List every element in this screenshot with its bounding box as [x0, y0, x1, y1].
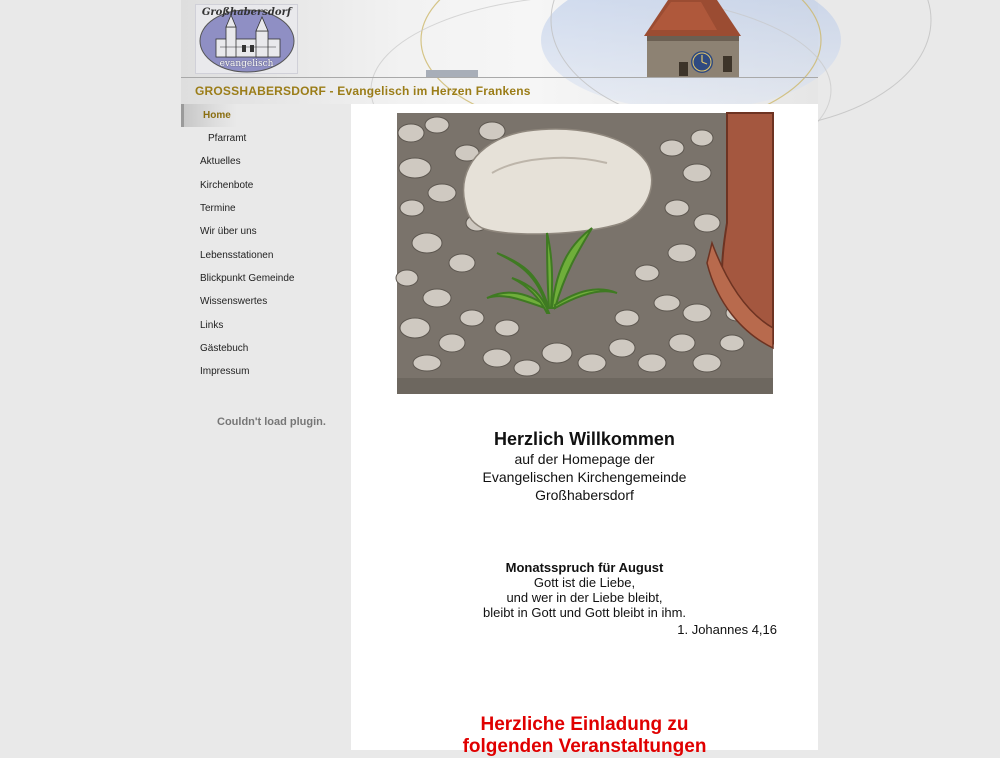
nav-item-links[interactable]: Links: [200, 320, 224, 331]
site-header: [181, 0, 818, 104]
nav-item-blickpunkt-gemeinde[interactable]: Blickpunkt Gemeinde: [200, 273, 295, 284]
logo-title: Großhabersdorf: [201, 7, 292, 18]
welcome-line-2: Evangelischen Kirchengemeinde: [482, 469, 687, 485]
invitation-line-2: folgenden Veranstaltungen: [462, 736, 707, 757]
nav-item-home[interactable]: Home: [181, 104, 237, 127]
pebbles-plant-photo: [397, 113, 773, 394]
invitation-line-1: Herzliche Einladung zu: [480, 714, 689, 735]
welcome-block: [351, 428, 818, 504]
nav-item-wir-ueber-uns[interactable]: Wir über uns: [200, 226, 257, 237]
welcome-line-1: auf der Homepage der: [514, 451, 655, 467]
nav-item-wissenswertes[interactable]: Wissenswertes: [200, 296, 268, 307]
monatsspruch-reference: 1. Johannes 4,16: [677, 622, 777, 637]
monatsspruch-title: Monatsspruch für August: [505, 560, 664, 575]
sidebar-nav: [181, 104, 351, 750]
parish-logo[interactable]: [195, 4, 298, 74]
nav-item-impressum[interactable]: Impressum: [200, 366, 250, 377]
nav-item-gaestebuch[interactable]: Gästebuch: [200, 343, 249, 354]
main-content: [351, 104, 818, 757]
monatsspruch-line-3: bleibt in Gott und Gott bleibt in ihm.: [482, 605, 687, 620]
monatsspruch-line-2: und wer in der Liebe bleibt,: [506, 590, 663, 605]
invitation-heading: [351, 714, 818, 758]
plugin-error-placeholder[interactable]: Couldn't load plugin.: [217, 416, 326, 428]
monatsspruch-line-1: Gott ist die Liebe,: [533, 575, 636, 590]
welcome-line-3: Großhabersdorf: [535, 487, 634, 503]
site-tagline: GROSSHABERSDORF - Evangelisch im Herzen Frankens: [195, 84, 531, 98]
nav-item-termine[interactable]: Termine: [200, 203, 236, 214]
photo-image: [397, 113, 773, 394]
logo-subtitle: evangelisch: [219, 59, 274, 69]
nav-item-lebensstationen[interactable]: Lebensstationen: [200, 250, 274, 261]
nav-item-kirchenbote[interactable]: Kirchenbote: [200, 180, 254, 191]
header-divider: [181, 77, 818, 78]
nav-item-aktuelles[interactable]: Aktuelles: [200, 156, 241, 167]
nav-item-pfarramt[interactable]: Pfarramt: [208, 133, 247, 144]
welcome-title: Herzlich Willkommen: [494, 429, 675, 449]
monatsspruch-block: [351, 560, 818, 637]
